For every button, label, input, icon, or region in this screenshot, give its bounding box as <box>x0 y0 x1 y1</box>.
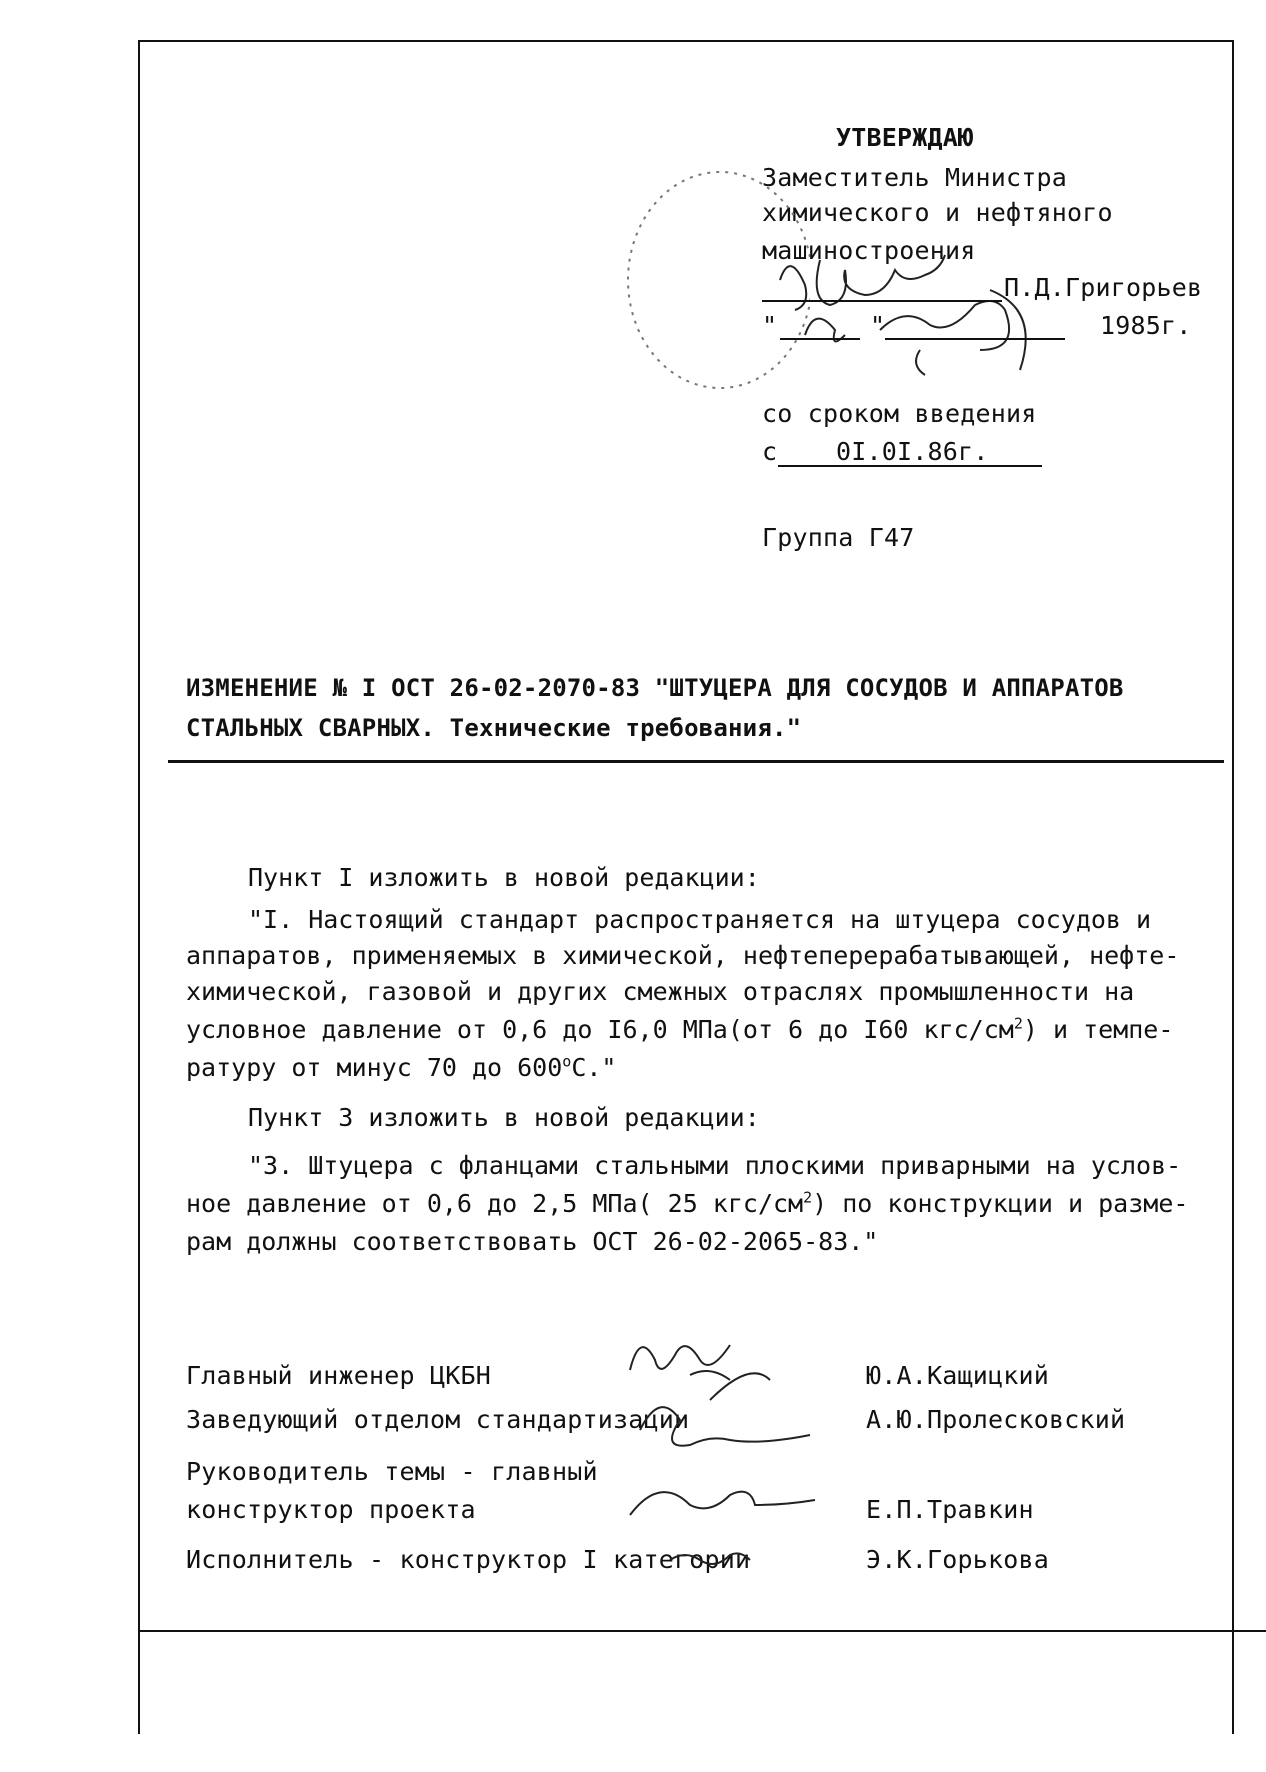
p1-line5: ратуру от минус 70 до $600^оС$." <box>186 1052 617 1082</box>
approval-heading: УТВЕРЖДАЮ <box>836 123 974 152</box>
approval-signer: П.Д.Григорьев <box>1004 273 1203 302</box>
approval-year: 1985г. <box>1100 311 1192 340</box>
handwritten-signatures <box>610 1330 860 1590</box>
approval-line3: машиностроения <box>762 236 976 265</box>
approval-line2: химического и нефтяного <box>762 198 1113 227</box>
change-title-line1: ИЗМЕНЕНИЕ № I ОСТ 26-02-2070-83 "ШТУЦЕРА ДЛЯ СОСУДОВ И АППАРАТОВ <box>186 674 1124 702</box>
sig-name-2: А.Ю.Пролесковский <box>866 1405 1126 1434</box>
p1-line3: химической, газовой и других смежных отраслях промышленности на <box>186 977 1135 1006</box>
p1-line4: условное давление от 0,6 до I6,0 МПа(от 6 до I60 кгс/$см^2$) и темпе- <box>186 1014 1174 1044</box>
signature-line <box>762 300 1002 302</box>
p3-line1: "3. Штуцера с фланцами стальными плоскими приварными на услов- <box>248 1151 1182 1180</box>
p3-line3: рам должны соответствовать ОСТ 26-02-2065-83." <box>186 1227 879 1256</box>
date-month-line <box>885 338 1065 340</box>
sig-role-3b: конструктор проекта <box>186 1495 476 1524</box>
intro-label: со сроком введения <box>762 399 1037 428</box>
approval-line1: Заместитель Министра <box>762 163 1068 192</box>
date-quote-open: " <box>762 311 778 340</box>
title-rule <box>168 760 1224 763</box>
date-day-line <box>780 338 860 340</box>
sig-role-3a: Руководитель темы - главный <box>186 1457 598 1486</box>
bottom-rule <box>138 1630 1266 1632</box>
intro-prefix: с <box>762 437 778 466</box>
sig-role-4: Исполнитель - конструктор I категории <box>186 1545 751 1574</box>
intro-date: 0I.0I.86г. <box>836 437 989 466</box>
change-title-line2: СТАЛЬНЫХ СВАРНЫХ. Технические требования." <box>186 714 802 742</box>
sig-name-3: Е.П.Травкин <box>866 1495 1034 1524</box>
sig-role-1: Главный инженер ЦКБН <box>186 1361 492 1390</box>
minister-signature <box>760 240 1090 380</box>
p3-heading: Пункт 3 изложить в новой редакции: <box>248 1103 760 1132</box>
sig-name-4: Э.К.Горькова <box>866 1545 1050 1574</box>
p1-line1: "I. Настоящий стандарт распространяется на штуцера сосудов и <box>248 905 1152 934</box>
sig-role-2: Заведующий отделом стандартизации <box>186 1405 690 1434</box>
group-label: Группа Г47 <box>762 523 915 552</box>
p1-heading: Пункт I изложить в новой редакции: <box>248 863 760 892</box>
p3-line2: ное давление от 0,6 до 2,5 МПа( 25 кгс/$см^2$) по конструкции и разме- <box>186 1188 1189 1218</box>
date-quote-mid: " <box>870 311 886 340</box>
p1-line2: аппаратов, применяемых в химической, нефтеперерабатывающей, нефте- <box>186 941 1180 970</box>
sig-name-1: Ю.А.Кащицкий <box>866 1361 1050 1390</box>
